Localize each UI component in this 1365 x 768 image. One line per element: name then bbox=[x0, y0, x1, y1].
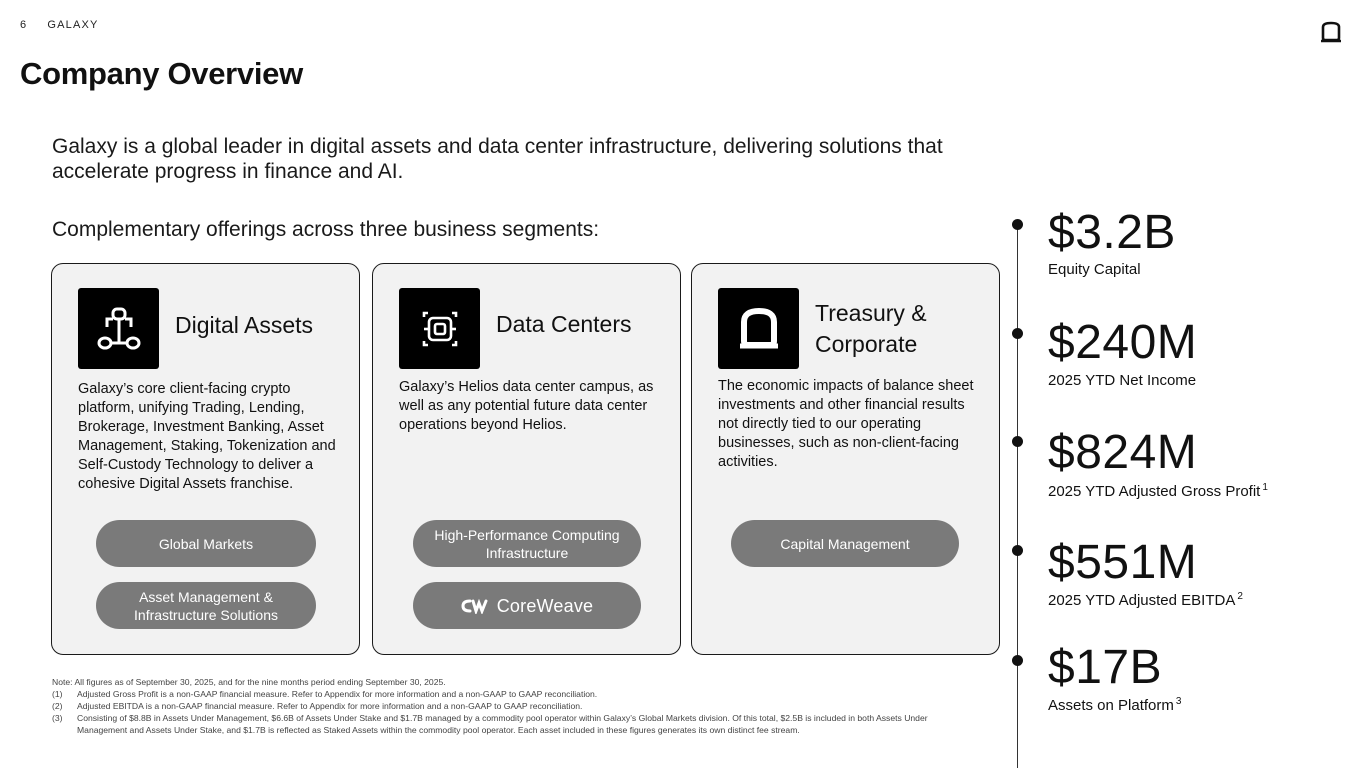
stat-value-net-income: $240M bbox=[1048, 316, 1198, 369]
galaxy-logo-icon bbox=[1320, 21, 1342, 43]
stat-label-net-income: 2025 YTD Net Income bbox=[1048, 372, 1197, 389]
stat-label-equity: Equity Capital bbox=[1048, 261, 1141, 278]
intro-text: Galaxy is a global leader in digital assets and data center infrastructure, delivering solutions that accelerate progress in finance and AI. bbox=[52, 135, 943, 183]
card-title: Treasury & Corporate bbox=[815, 300, 927, 357]
pill-asset-management: Asset Management & Infrastructure Solutions bbox=[96, 582, 316, 629]
stat-label-gross-profit: 2025 YTD Adjusted Gross Profit $^1$ bbox=[1048, 482, 1268, 500]
brand-name: GALAXY bbox=[47, 19, 99, 31]
footnote-number: (3) bbox=[52, 713, 63, 723]
galaxy-logo-icon bbox=[718, 288, 799, 369]
footnote-ref: 3 bbox=[1175, 696, 1182, 707]
pill-hpc-infrastructure: High-Performance Computing Infrastructure bbox=[413, 520, 641, 567]
footnote-item bbox=[52, 700, 952, 712]
timeline-dot bbox=[1012, 219, 1023, 230]
coreweave-label: CoreWeave bbox=[496, 595, 594, 616]
footnote-text: Consisting of $8.8B in Assets Under Management, $6.6B of Assets Under Stake and $1.7B managed by a commodity pool operator within Galaxy’s Global Markets division. Of this total, $2.5B is included in both Assets Under Management and Assets Under Stake, and $1.7B is reflected as Staked Assets within the commodity pool operator. Each asset included in these figures generates its own distinct fee stream. bbox=[77, 713, 928, 735]
coreweave-logo-icon bbox=[461, 598, 489, 614]
footnotes bbox=[52, 676, 952, 736]
timeline-dot bbox=[1012, 328, 1023, 339]
page-number: 6 bbox=[20, 19, 28, 31]
timeline-dot bbox=[1012, 545, 1023, 556]
footnote-item bbox=[52, 712, 952, 736]
segment-card-digital-assets bbox=[51, 263, 360, 655]
pill-global-markets: Global Markets bbox=[96, 520, 316, 567]
page-title: Company Overview bbox=[20, 56, 303, 91]
stat-label-aop: Assets on Platform $^3$ bbox=[1048, 696, 1182, 714]
stat-value-equity: $3.2B bbox=[1048, 206, 1176, 259]
footnote-ref: 2 bbox=[1237, 591, 1243, 602]
stat-value-ebitda: $551M bbox=[1048, 536, 1198, 589]
footnote-ref: 1 bbox=[1262, 482, 1268, 493]
server-chip-icon bbox=[399, 288, 480, 369]
segment-card-treasury bbox=[691, 263, 1000, 655]
card-title: Data Centers bbox=[496, 311, 632, 337]
segments-subhead: Complementary offerings across three business segments: bbox=[52, 218, 600, 241]
timeline-dot bbox=[1012, 655, 1023, 666]
footnote-number: (1) bbox=[52, 689, 63, 699]
stats-timeline bbox=[1017, 222, 1018, 768]
network-nodes-icon bbox=[78, 288, 159, 369]
segment-card-data-centers bbox=[372, 263, 681, 655]
footnote-item bbox=[52, 688, 952, 700]
stat-value-aop: $17B bbox=[1048, 641, 1163, 694]
footnote-text: Adjusted EBITDA is a non-GAAP financial measure. Refer to Appendix for more information and a non-GAAP to GAAP reconciliation. bbox=[77, 701, 583, 711]
card-description: Galaxy’s Helios data center campus, as well as any potential future data center operations beyond Helios. bbox=[399, 379, 654, 433]
pill-capital-management: Capital Management bbox=[731, 520, 959, 567]
header-meta bbox=[20, 19, 99, 31]
footnote-text: Adjusted Gross Profit is a non-GAAP financial measure. Refer to Appendix for more information and a non-GAAP to GAAP reconciliation. bbox=[77, 689, 598, 699]
footnote-note: Note: All figures as of September 30, 2025, and for the nine months period ending September 30, 2025. bbox=[52, 677, 446, 687]
timeline-dot bbox=[1012, 436, 1023, 447]
card-title: Digital Assets bbox=[175, 312, 314, 338]
stat-value-gross-profit: $824M bbox=[1048, 426, 1198, 479]
stat-label-ebitda: 2025 YTD Adjusted EBITDA $^2$ bbox=[1048, 591, 1243, 609]
card-description: Galaxy’s core client-facing crypto platform, unifying Trading, Lending, Brokerage, Investment Banking, Asset Management, Staking, Tokenization and Self-Custody Technology to deliver a cohesive Digital Assets franchise. bbox=[78, 381, 336, 492]
card-description: The economic impacts of balance sheet investments and other financial results not directly tied to our operating businesses, such as non-client-facing activities. bbox=[718, 378, 974, 470]
footnote-number: (2) bbox=[52, 701, 63, 711]
pill-coreweave bbox=[413, 582, 641, 629]
